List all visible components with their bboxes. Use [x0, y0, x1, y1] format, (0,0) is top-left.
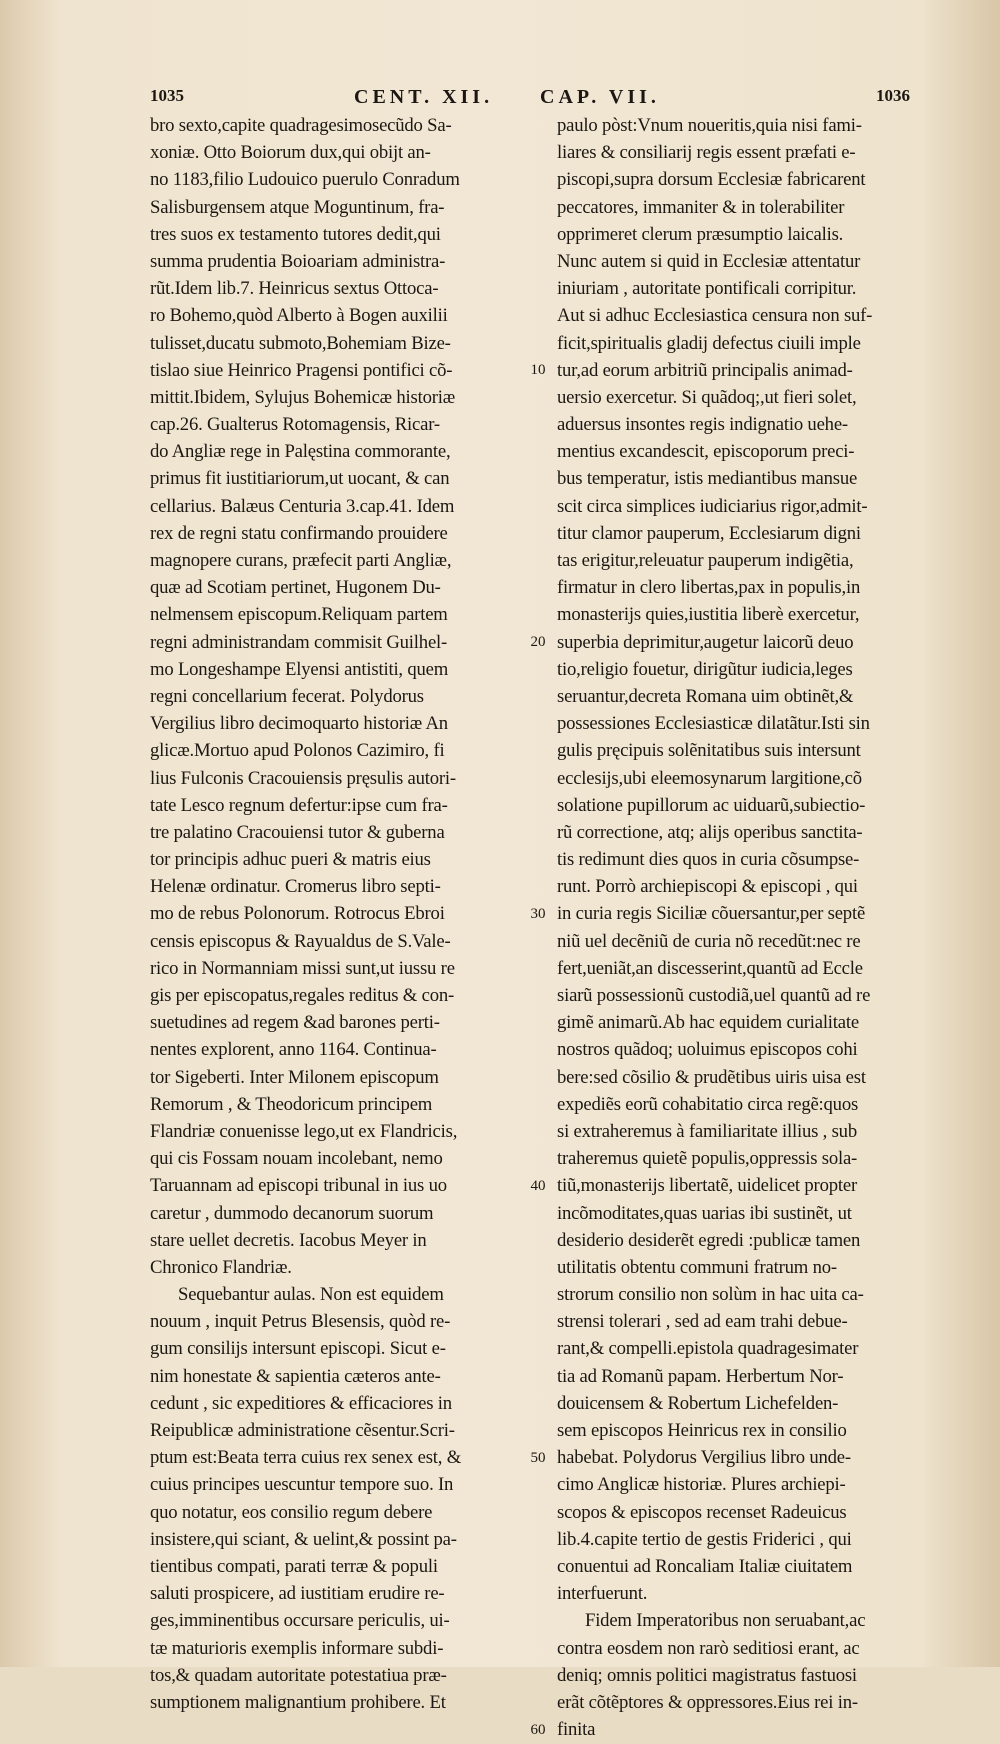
text-line: peccatores, immaniter & in tolerabiliter: [557, 196, 845, 218]
text-line: magnopere curans, præfecit parti Angliæ,: [150, 550, 452, 571]
text-line: habebat. Polydorus Vergilius libro unde-: [557, 1447, 851, 1469]
left-text-column: [150, 112, 518, 1716]
text-line: tate Lesco regnum defertur:ipse cum fra-: [150, 794, 448, 816]
text-line: fert,ueniãt,an discesserint,quantũ ad Eccle: [557, 957, 863, 979]
text-line: Salisburgensem atque Moguntinum, fra-: [150, 196, 445, 218]
margin-line-number: 20: [530, 633, 546, 650]
text-line: tio,religio fouetur, dirigũtur iudicia,leges: [557, 658, 853, 680]
text-line: mo Longeshampe Elyensi antistiti, quem: [150, 658, 449, 680]
text-line: quæ ad Scotiam pertinet, Hugonem Du-: [150, 577, 441, 599]
text-line: liares & consiliarij regis essent præfati e-: [557, 142, 856, 164]
text-line: tæ maturioris exemplis informare subdi-: [150, 1637, 444, 1659]
text-line: quo notatur, eos consilio regum debere: [150, 1501, 433, 1523]
text-line: opprimeret clerum præsumptio laicalis.: [557, 223, 844, 245]
text-line: Nunc autem si quid in Ecclesiæ attentatur: [557, 250, 861, 272]
text-line: insistere,qui sciant, & uelint,& possint pa-: [150, 1528, 457, 1550]
text-line: mittit.Ibidem, Sylujus Bohemicæ historiæ: [150, 386, 456, 408]
text-line: ecclesijs,ubi eleemosynarum largitione,cõ: [557, 767, 862, 789]
text-line: solatione pupillorum ac uiduarũ,subiectio-: [557, 794, 866, 816]
text-line: niũ uel decẽniũ de curia nõ recedũt:nec re: [557, 930, 861, 952]
text-line: rant,& compelli.epistola quadragesimater: [557, 1338, 859, 1360]
text-line: sumptionem malignantium prohibere. Et: [150, 1691, 446, 1713]
text-line: ges,imminentibus occursare periculis, ui-: [150, 1610, 450, 1632]
text-line: bro sexto,capite quadragesimosecũdo Sa-: [150, 115, 452, 136]
text-line: piscopi,supra dorsum Ecclesiæ fabricarent: [557, 169, 866, 191]
text-line: do Angliæ rege in Palęstina commorante,: [150, 441, 451, 463]
text-line: stare uellet decretis. Iacobus Meyer in: [150, 1229, 427, 1251]
text-line: saluti prospicere, ad iustitiam erudire re-: [150, 1583, 445, 1605]
text-line: nim honestate & sapientia cæteros ante-: [150, 1365, 441, 1387]
text-line: expediẽs eorũ cohabitatio circa regẽ:quos: [557, 1093, 859, 1115]
text-line: nentes explorent, anno 1164. Continua-: [150, 1039, 437, 1061]
text-line: Taruannam ad episcopi tribunal in ius uo: [150, 1175, 447, 1197]
text-line: tislao siue Heinrico Pragensi pontifici cõ-: [150, 359, 453, 381]
text-line: siarũ possessionũ custodiã,uel quantũ ad re: [557, 985, 871, 1006]
right-text-column: [557, 112, 925, 1743]
text-line: contra eosdem non rarò seditiosi erant, ac: [557, 1637, 860, 1659]
text-line: paulo pòst:Vnum noueritis,quia nisi fami-: [557, 115, 862, 136]
text-line: Remorum , & Theodoricum principem: [150, 1093, 433, 1115]
text-line: cellarius. Balæus Centuria 3.cap.41. Idem: [150, 495, 455, 517]
text-line: Reipublicæ administratione cẽsentur.Scri-: [150, 1420, 455, 1441]
text-line: primus fit iustitiariorum,ut uocant, & can: [150, 468, 450, 490]
text-line: iniuriam , autoritate pontificali corripitur.: [557, 278, 857, 300]
text-line: bere:sed cõsilio & prudẽtibus uiris uisa est: [557, 1066, 866, 1088]
text-line: gis per episcopatus,regales reditus & con-: [150, 985, 455, 1006]
text-line: cimo Anglicæ historiæ. Plures archiepi-: [557, 1474, 846, 1496]
text-line: Helenæ ordinatur. Cromerus libro septi-: [150, 876, 441, 898]
margin-line-number: 40: [530, 1177, 546, 1194]
text-line: tos,& quadam autoritate potestatiua præ-: [150, 1664, 447, 1686]
text-line: cedunt , sic expeditiores & efficaciores in: [150, 1392, 452, 1414]
text-line: rũ correctione, atq; alijs operibus sanctita-: [557, 821, 863, 843]
text-line: deniq; omnis politici magistratus fastuosi: [557, 1664, 857, 1686]
text-line: ptum est:Beata terra cuius rex senex est, &: [150, 1447, 462, 1469]
text-line: Chronico Flandriæ.: [150, 1256, 292, 1278]
text-line: caretur , dummodo decanorum suorum: [150, 1202, 434, 1224]
text-line: aduersus insontes regis indignatio uehe-: [557, 414, 848, 436]
text-line: tulisset,ducatu submoto,Bohemiam Bize-: [150, 332, 451, 354]
text-line: scit circa simplices iudiciarius rigor,admit-: [557, 495, 868, 517]
page-number-left: 1035: [150, 86, 184, 105]
text-line: nostros quãdoq; uoluimus episcopos cohi: [557, 1039, 858, 1061]
text-line: Sequebantur aulas. Non est equidem: [178, 1284, 444, 1306]
text-line: traheremus quietẽ populis,oppressis sola-: [557, 1148, 858, 1170]
text-line: si extraheremus à familiaritate illius , sub: [557, 1120, 857, 1142]
text-line: possessiones Ecclesiasticæ dilatãtur.Isti sin: [557, 713, 870, 735]
text-line: strensi tolerari , sed ad eam trahi debue-: [557, 1311, 848, 1333]
text-line: bus temperatur, istis mediantibus mansue: [557, 468, 858, 490]
text-line: tientibus compati, parati terræ & populi: [150, 1555, 438, 1577]
page-number-right: 1036: [876, 86, 910, 105]
text-line: tre palatino Cracouiensi tutor & guberna: [150, 821, 445, 843]
text-line: tur,ad eorum arbitriũ principalis animad-: [557, 359, 853, 381]
text-line: conuentui ad Roncaliam Italiæ ciuitatem: [557, 1555, 853, 1577]
text-line: firmatur in clero libertas,pax in populis,in: [557, 577, 861, 599]
text-line: mentius excandescit, episcoporum preci-: [557, 441, 855, 463]
text-line: tor principis adhuc pueri & matris eius: [150, 849, 431, 871]
text-line: uersio exercetur. Si quãdoq;,ut fieri solet,: [557, 386, 857, 408]
text-line: gulis pręcipuis solẽnitatibus suis intersunt: [557, 740, 861, 762]
margin-line-number: 50: [530, 1449, 546, 1466]
text-line: censis episcopus & Rayualdus de S.Vale-: [150, 930, 451, 952]
text-line: incõmoditates,quas uarias ibi sustinẽt, ut: [557, 1202, 852, 1224]
text-line: ficit,spiritualis gladij defectus ciuili imple: [557, 332, 861, 354]
text-line: interfuerunt.: [557, 1583, 648, 1605]
text-line: Vergilius libro decimoquarto historiæ An: [150, 713, 448, 735]
text-line: regni concellarium fecerat. Polydorus: [150, 685, 424, 707]
text-line: ro Bohemo,quòd Alberto à Bogen auxilii: [150, 305, 448, 327]
text-line: nelmensem episcopum.Reliquam partem: [150, 604, 448, 626]
text-line: monasterijs quies,iustitia liberè exercetur,: [557, 604, 860, 626]
text-line: utilitatis obtentu communi fratrum no-: [557, 1256, 837, 1278]
text-line: lib.4.capite tertio de gestis Friderici , qui: [557, 1528, 852, 1550]
text-line: Flandriæ conuenisse lego,ut ex Flandricis,: [150, 1120, 458, 1142]
text-line: tres suos ex testamento tutores dedit,qui: [150, 223, 441, 245]
text-line: tis redimunt dies quos in curia cõsumpse-: [557, 849, 860, 871]
text-line: rũt.Idem lib.7. Heinricus sextus Ottoca-: [150, 278, 439, 300]
text-line: seruantur,decreta Romana uim obtinẽt,&: [557, 685, 854, 707]
running-title-left: CENT. XII.: [354, 86, 494, 108]
text-line: gimẽ animarũ.Ab hac equidem curialitate: [557, 1012, 859, 1034]
text-line: cap.26. Gualterus Rotomagensis, Ricar-: [150, 414, 440, 436]
text-line: strorum consilio non solùm in hac uita ca-: [557, 1284, 864, 1306]
text-line: suetudines ad regem &ad barones perti-: [150, 1012, 440, 1034]
text-line: regni administrandam commisit Guilhel-: [150, 631, 448, 653]
text-line: lius Fulconis Cracouiensis pręsulis autori-: [150, 767, 456, 789]
text-line: titur clamor pauperum, Ecclesiarum digni: [557, 522, 861, 544]
margin-line-number: 30: [530, 905, 546, 922]
text-line: scopos & episcopos recenset Radeuicus: [557, 1501, 847, 1523]
text-line: Fidem Imperatoribus non seruabant,ac: [585, 1610, 866, 1632]
text-line: rico in Normanniam missi sunt,ut iussu re: [150, 957, 455, 979]
text-line: xoniæ. Otto Boiorum dux,qui obijt an-: [150, 142, 431, 164]
text-line: tiũ,monasterijs libertatẽ, uidelicet propter: [557, 1175, 857, 1197]
text-line: summa prudentia Boioariam administra-: [150, 250, 446, 272]
text-line: sem episcopos Heinricus rex in consilio: [557, 1420, 847, 1441]
text-line: cuius principes uescuntur tempore suo. In: [150, 1474, 454, 1496]
text-line: tas erigitur,releuatur pauperum indigẽtia,: [557, 550, 854, 571]
text-line: superbia deprimitur,augetur laicorũ deuo: [557, 631, 854, 653]
text-line: rex de regni statu confirmando prouidere: [150, 522, 448, 544]
margin-line-number: 10: [530, 361, 546, 378]
text-line: glicæ.Mortuo apud Polonos Cazimiro, fi: [150, 740, 445, 762]
text-line: erãt cõtẽptores & oppressores.Eius rei in-: [557, 1691, 858, 1713]
text-line: in curia regis Siciliæ cõuersantur,per septẽ: [557, 903, 866, 925]
text-line: qui cis Fossam nouam incolebant, nemo: [150, 1148, 443, 1170]
text-line: mo de rebus Polonorum. Rotrocus Ebroi: [150, 903, 445, 925]
text-line: no 1183,filio Ludouico puerulo Conradum: [150, 169, 460, 191]
margin-line-number: 60: [530, 1721, 546, 1738]
text-line: gum consilijs intersunt episcopi. Sicut e-: [150, 1338, 446, 1360]
text-line: tia ad Romanũ papam. Herbertum Nor-: [557, 1365, 844, 1387]
text-line: tor Sigeberti. Inter Milonem episcopum: [150, 1066, 439, 1088]
text-line: finita: [557, 1719, 596, 1741]
text-line: nouum , inquit Petrus Blesensis, quòd re-: [150, 1311, 451, 1333]
text-line: douicensem & Robertum Lichefelden-: [557, 1392, 839, 1414]
text-line: runt. Porrò archiepiscopi & episcopi , qui: [557, 876, 858, 898]
running-title-right: CAP. VII.: [540, 86, 660, 108]
text-line: Aut si adhuc Ecclesiastica censura non suf-: [557, 305, 873, 327]
text-line: desiderio desiderẽt egredi :publicæ tamen: [557, 1229, 861, 1251]
